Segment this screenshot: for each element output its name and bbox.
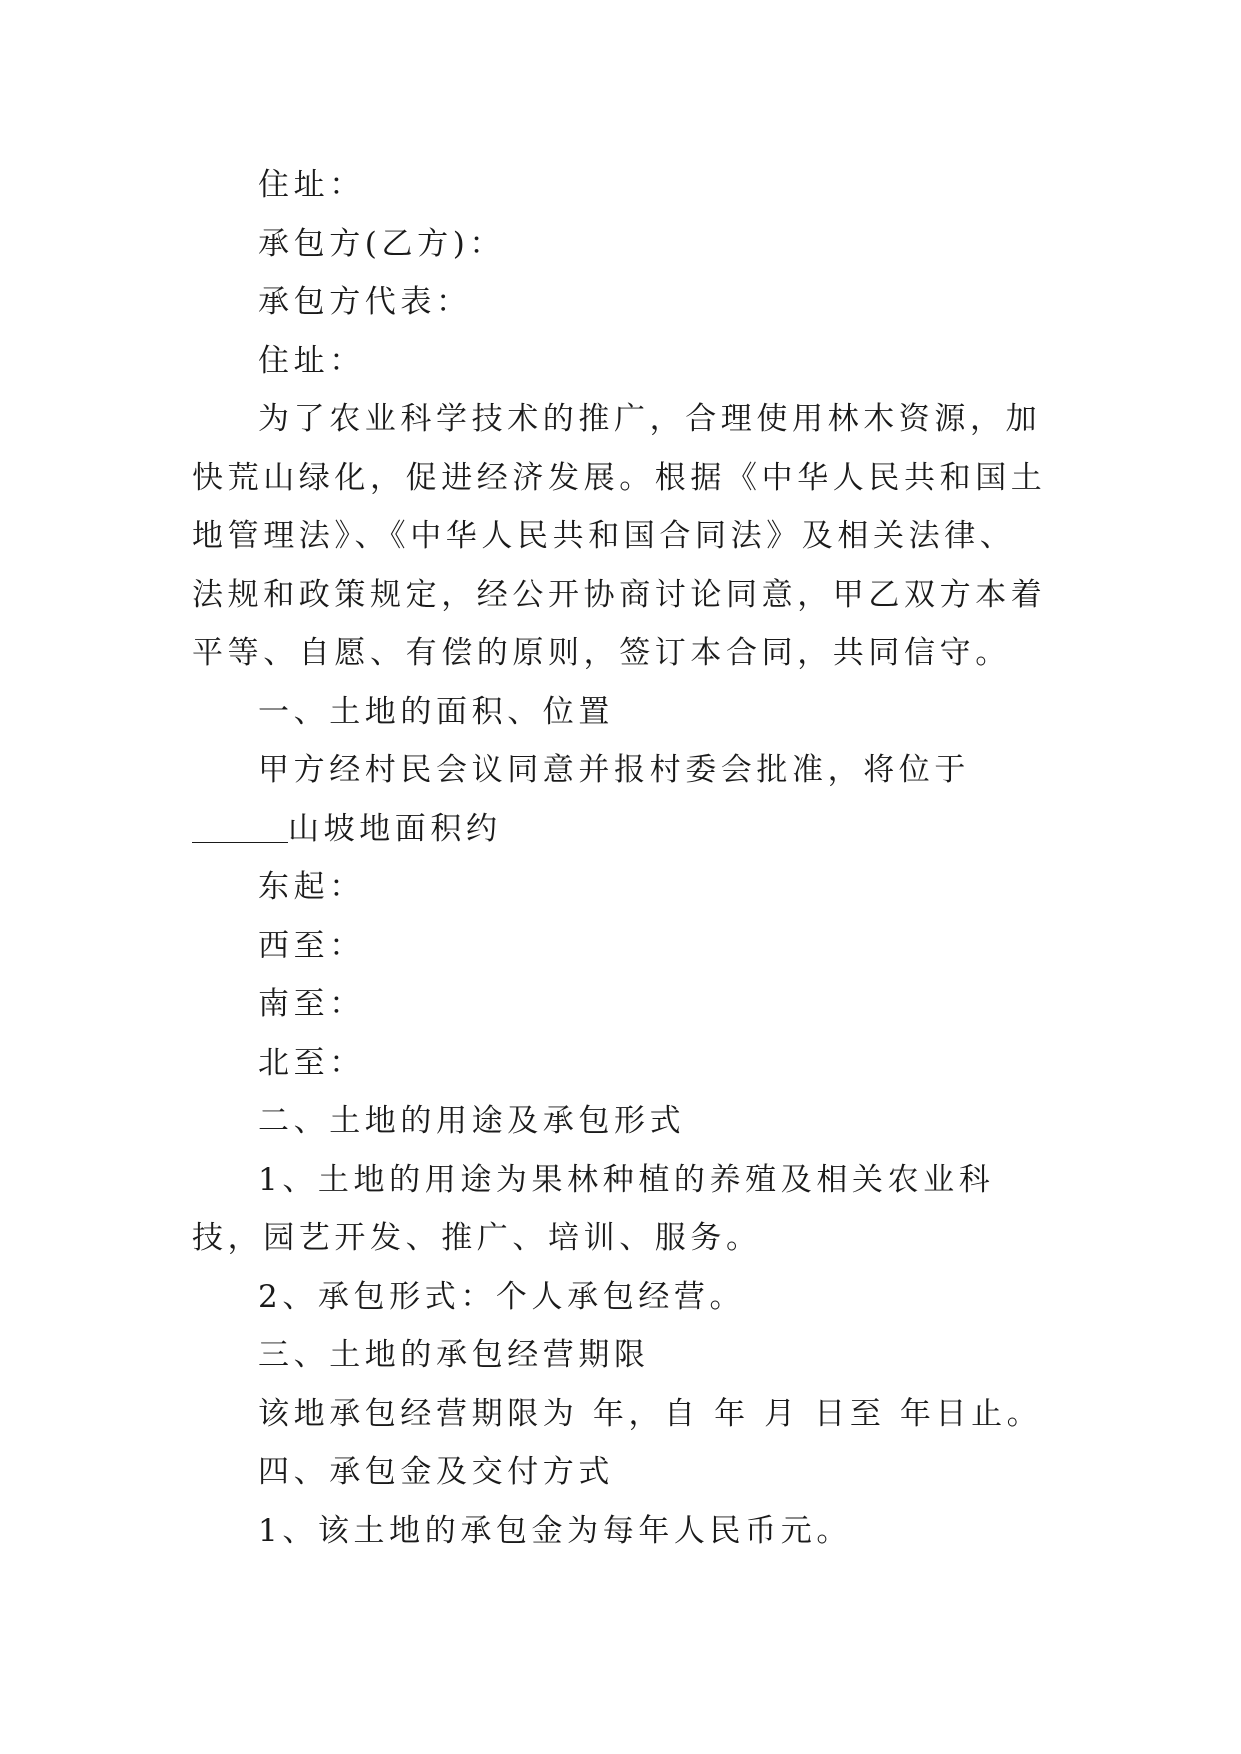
term-clause: 该地承包经营期限为 年，自 年 月 日至 年日止。 <box>258 1395 1043 1432</box>
land-location-text-a: 甲方经村民会议同意并报村委会批准，将位于 <box>258 752 970 788</box>
section-3-heading: 三、土地的承包经营期限 <box>258 1337 650 1373</box>
contract-form-clause: 2、承包形式：个人承包经营。 <box>258 1278 746 1315</box>
fee-clause: 1、该土地的承包金为每年人民币元。 <box>258 1512 852 1549</box>
land-use-clause: 1、土地的用途为果林种植的养殖及相关农业科技，园艺开发、推广、培训、服务。 <box>192 1161 995 1256</box>
boundary-north: 北至： <box>258 1044 365 1081</box>
section-1-heading: 一、土地的面积、位置 <box>258 693 614 730</box>
preamble-paragraph: 为了农业科学技术的推广，合理使用林木资源，加快荒山绿化，促进经济发展。根据《中华人民共和国土地管理法》、《中华人民共和国合同法》及相关法律、法规和政策规定，经公开协商讨论同意，甲乙双方本着平等、自愿、有偿的原则，签订本合同，共同信守。 <box>192 401 1047 671</box>
address-line-2: 住址： <box>258 342 365 379</box>
contractor-representative: 承包方代表： <box>258 284 472 320</box>
land-location-text-b: 山坡地面积约 <box>288 810 502 847</box>
section-4-heading: 四、承包金及交付方式 <box>258 1454 614 1490</box>
document-page <box>192 156 1050 1560</box>
location-blank <box>192 811 288 843</box>
section-2-heading: 二、土地的用途及承包形式 <box>258 1103 686 1139</box>
land-location-paragraph <box>192 741 1050 858</box>
boundary-south: 南至： <box>258 986 365 1022</box>
boundary-east: 东起： <box>258 869 365 905</box>
contractor-party-b: 承包方(乙方)： <box>258 225 505 262</box>
boundary-west: 西至： <box>258 927 365 964</box>
address-line-1: 住址： <box>258 167 365 203</box>
